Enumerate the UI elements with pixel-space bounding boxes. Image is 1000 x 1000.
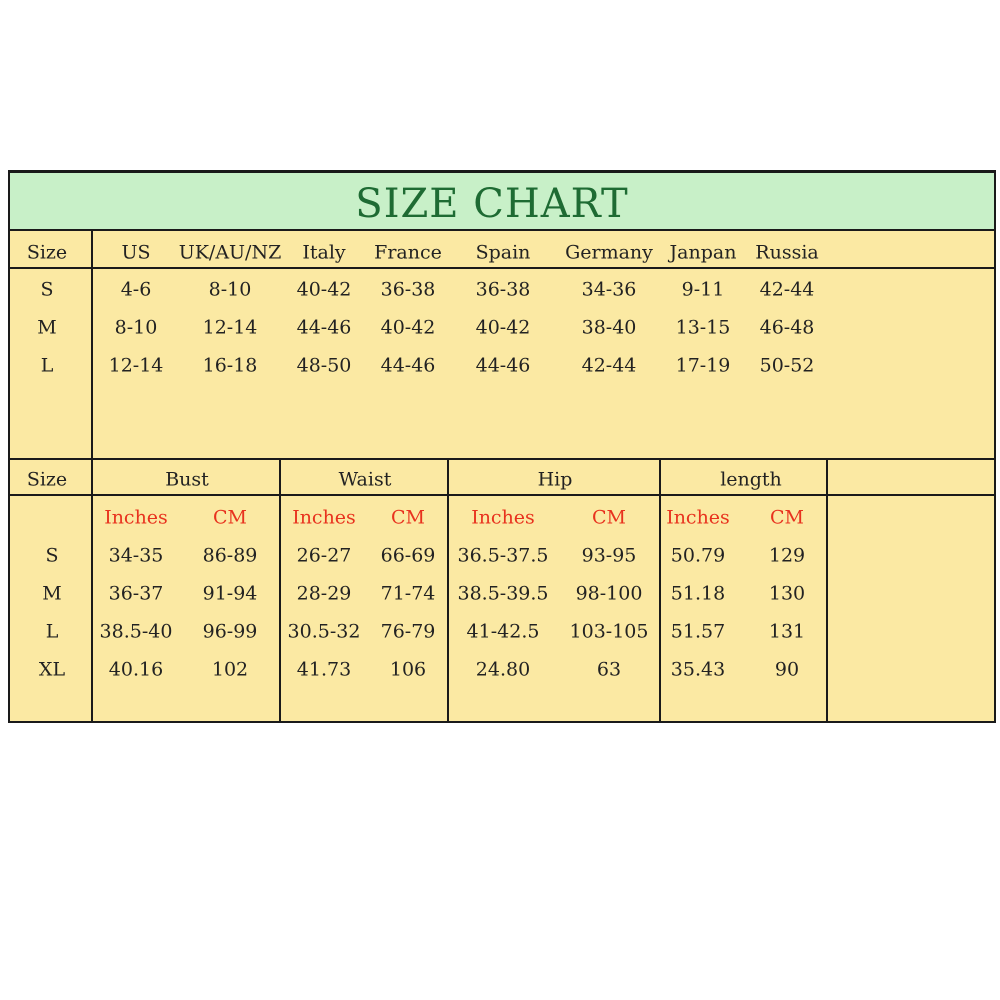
table-cell: 51.18 — [670, 582, 726, 605]
table-border-left — [8, 170, 10, 723]
unit-label: Inches — [292, 506, 356, 529]
table-cell: 66-69 — [380, 544, 436, 567]
table-cell: 36-38 — [380, 278, 436, 301]
table-cell: 76-79 — [380, 620, 436, 643]
table-cell: 50.79 — [670, 544, 726, 567]
table-cell: 8-10 — [114, 316, 158, 339]
table-cell: 38-40 — [581, 316, 637, 339]
table-cell: 24.80 — [475, 658, 531, 681]
rule-size-column — [91, 229, 93, 723]
column-header: France — [374, 241, 442, 264]
table-cell: 93-95 — [581, 544, 637, 567]
table-cell: M — [37, 316, 57, 339]
unit-label: Inches — [471, 506, 535, 529]
rule-length-blank — [826, 458, 828, 723]
unit-label: CM — [592, 506, 626, 529]
table-cell: 96-99 — [202, 620, 258, 643]
table-cell: 26-27 — [296, 544, 352, 567]
table-cell: 34-36 — [581, 278, 637, 301]
table-cell: L — [45, 620, 59, 643]
table-cell: 42-44 — [759, 278, 815, 301]
column-header: Germany — [565, 241, 653, 264]
table-cell: 16-18 — [202, 354, 258, 377]
table-cell: S — [45, 544, 59, 567]
column-header: UK/AU/NZ — [178, 241, 282, 264]
rule-between-tables — [8, 458, 996, 460]
group-header: length — [720, 468, 782, 491]
group-header: Waist — [338, 468, 392, 491]
table-cell: 34-35 — [108, 544, 164, 567]
rule-below-country-header — [8, 267, 996, 269]
rule-below-title — [8, 229, 996, 231]
column-header: Janpan — [669, 241, 737, 264]
unit-label: Inches — [666, 506, 730, 529]
table-border-bottom — [8, 721, 996, 723]
table-cell: 98-100 — [575, 582, 643, 605]
table-cell: 40.16 — [108, 658, 164, 681]
table-cell: M — [42, 582, 62, 605]
table-cell: XL — [38, 658, 66, 681]
unit-label: CM — [213, 506, 247, 529]
column-header: Size — [26, 241, 68, 264]
table-cell: 40-42 — [296, 278, 352, 301]
table-cell: 40-42 — [380, 316, 436, 339]
table-cell: 50-52 — [759, 354, 815, 377]
table-cell: 44-46 — [380, 354, 436, 377]
table-cell: 129 — [768, 544, 806, 567]
table-body-background — [10, 230, 995, 722]
column-header: Spain — [475, 241, 531, 264]
table-cell: 46-48 — [759, 316, 815, 339]
table-cell: 38.5-39.5 — [457, 582, 549, 605]
table-cell: 8-10 — [208, 278, 252, 301]
column-header: Russia — [755, 241, 819, 264]
measure-size-header: Size — [26, 468, 68, 491]
unit-label: Inches — [104, 506, 168, 529]
table-border-right — [994, 170, 996, 723]
table-cell: 35.43 — [670, 658, 726, 681]
table-cell: 36-37 — [108, 582, 164, 605]
table-cell: 12-14 — [202, 316, 258, 339]
rule-waist-hip — [447, 458, 449, 723]
table-cell: 130 — [768, 582, 806, 605]
group-header: Bust — [165, 468, 209, 491]
table-cell: 36.5-37.5 — [457, 544, 549, 567]
table-cell: 90 — [774, 658, 800, 681]
table-cell: 4-6 — [120, 278, 152, 301]
table-cell: 17-19 — [675, 354, 731, 377]
column-header: US — [121, 241, 151, 264]
table-cell: 44-46 — [475, 354, 531, 377]
table-cell: 86-89 — [202, 544, 258, 567]
table-cell: 51.57 — [670, 620, 726, 643]
table-border-top — [8, 170, 996, 173]
table-cell: S — [40, 278, 54, 301]
table-cell: 30.5-32 — [287, 620, 361, 643]
rule-below-measure-header — [8, 494, 996, 496]
table-cell: 44-46 — [296, 316, 352, 339]
unit-label: CM — [391, 506, 425, 529]
table-cell: 103-105 — [569, 620, 649, 643]
table-cell: 42-44 — [581, 354, 637, 377]
table-cell: 48-50 — [296, 354, 352, 377]
chart-title: SIZE CHART — [355, 181, 629, 227]
rule-bust-waist — [279, 458, 281, 723]
table-cell: 9-11 — [681, 278, 725, 301]
table-cell: 131 — [768, 620, 806, 643]
table-cell: 28-29 — [296, 582, 352, 605]
group-header: Hip — [537, 468, 573, 491]
table-cell: L — [40, 354, 54, 377]
table-cell: 91-94 — [202, 582, 258, 605]
table-cell: 71-74 — [380, 582, 436, 605]
table-cell: 40-42 — [475, 316, 531, 339]
table-cell: 13-15 — [675, 316, 731, 339]
table-cell: 63 — [596, 658, 622, 681]
table-cell: 38.5-40 — [99, 620, 173, 643]
unit-label: CM — [770, 506, 804, 529]
table-cell: 102 — [211, 658, 249, 681]
table-cell: 36-38 — [475, 278, 531, 301]
table-cell: 41-42.5 — [466, 620, 540, 643]
table-cell: 106 — [389, 658, 427, 681]
table-cell: 41.73 — [296, 658, 352, 681]
rule-hip-length — [659, 458, 661, 723]
table-cell: 12-14 — [108, 354, 164, 377]
column-header: Italy — [302, 241, 346, 264]
